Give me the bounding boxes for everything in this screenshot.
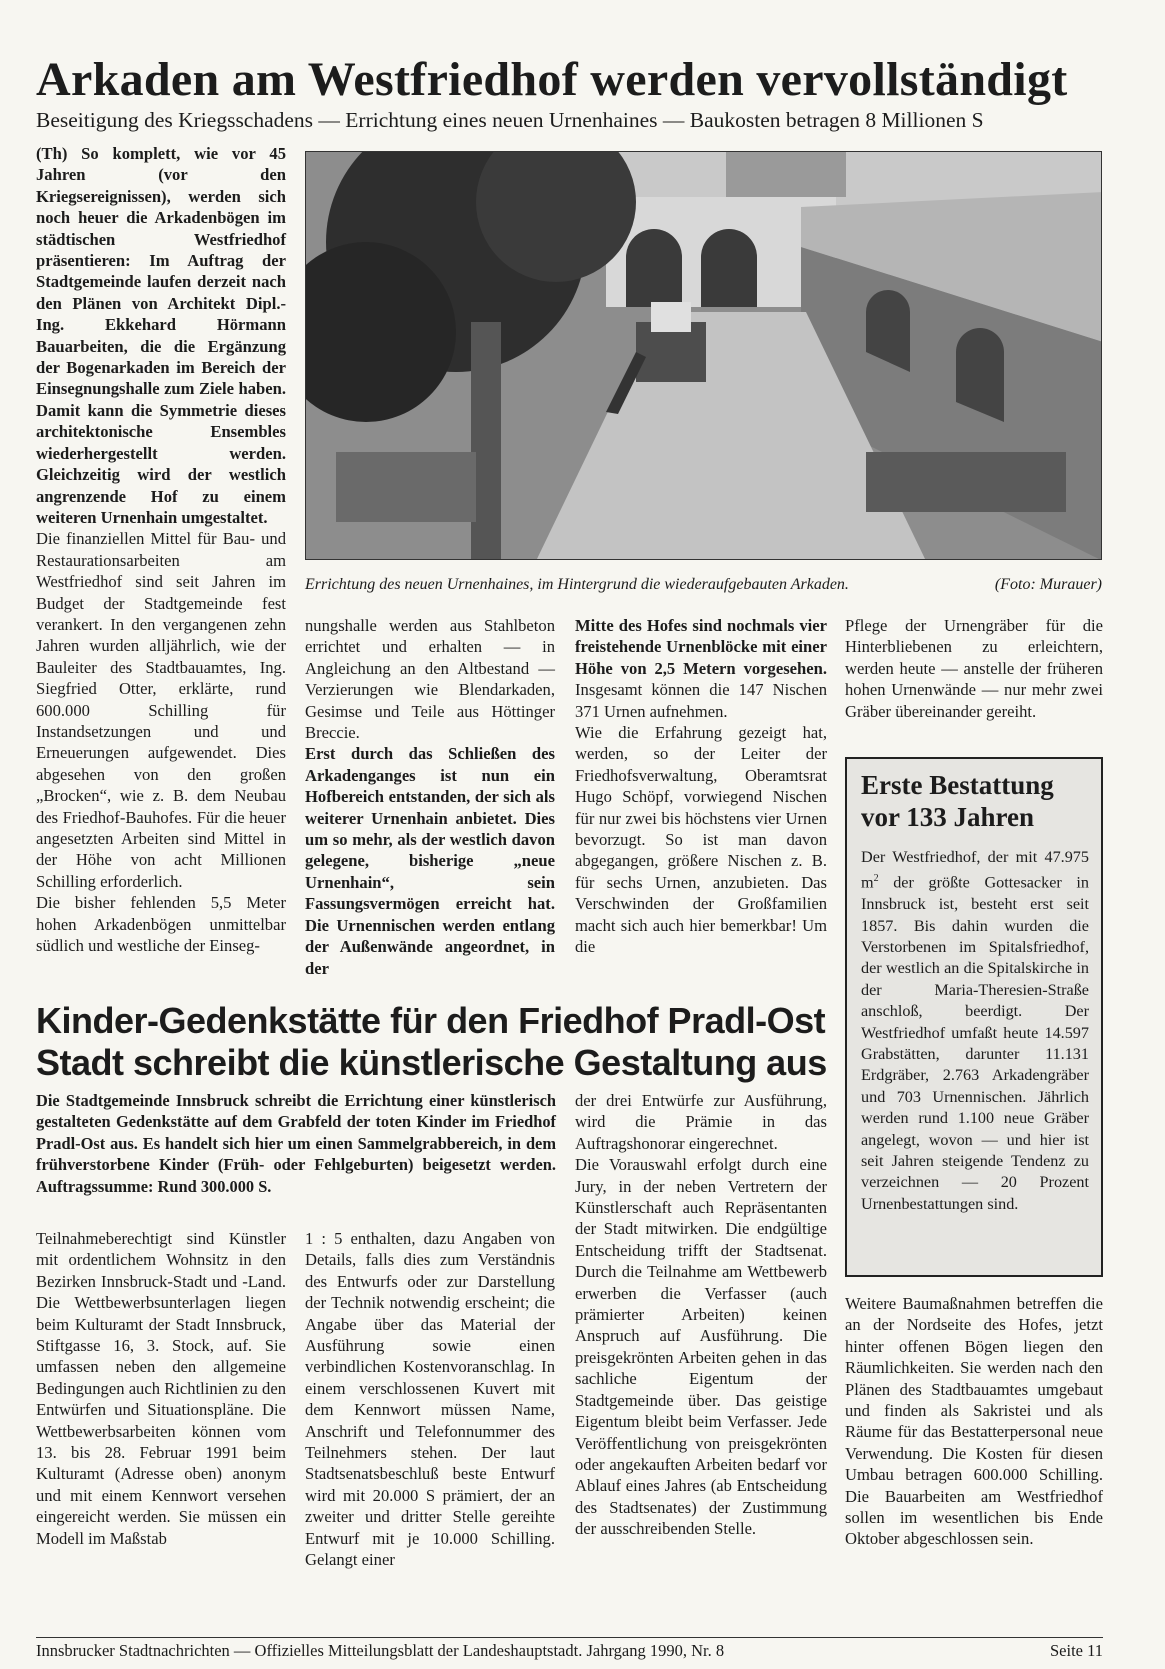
article2-col2-text: 1 : 5 enthalten, dazu Angaben von Details, falls dies zum Verständnis des Entwurfs oder zur Darstellung der Technik notwendig erscheint; die Angabe über das Material der Ausführung sowie einen verbindlichen Kostenvoranschlag. In einem verschlossenen Kuvert mit dem Kennwort müssen Name, Anschrift und Telefonnummer des Teilnehmers stehen. Der laut Stadtsenatsbeschluß beste Entwurf wird mit 20.000 S prämiert, der an zweiter und dritter Stelle gereihte Entwurf mit je 10.000 Schilling. Gelangt einer: [305, 1229, 555, 1570]
sidebar-sup: 2: [873, 873, 879, 885]
article2-column1: [36, 1228, 286, 1549]
article2-lead: Die Stadtgemeinde Innsbruck schreibt die Errichtung einer künstlerisch gestalteten Gedenkstätte auf dem Grabfeld der toten Kinder im Friedhof Pradl-Ost aus. Es handelt sich hier um einen Sammelgrabbereich, in dem frühverstorbene Kinder (Früh- oder Fehlgeburten) beigesetzt werden. Auftragssumme: Rund 300.000 S.: [36, 1091, 556, 1196]
sidebar-title-line2: vor 133 Jahren: [861, 802, 1035, 832]
photo-illustration: [306, 152, 1102, 560]
article1-col3-text: Insgesamt können die 147 Nischen 371 Urnen aufnehmen.: [575, 680, 827, 721]
footer-publication: Innsbrucker Stadtnachrichten — Offizielles Mitteilungsblatt der Landeshauptstadt. Jahrgang 1990, Nr. 8: [36, 1641, 725, 1660]
footer: [36, 1641, 1103, 1661]
article2-headline-line1: Kinder-Gedenkstätte für den Friedhof Pradl-Ost: [36, 1000, 826, 1041]
sidebar-box: [845, 757, 1103, 1277]
article2-col3-text2: Die Vorauswahl erfolgt durch eine Jury, in der neben Vertretern der Künstlerschaft auch Repräsentanten der Stadt mitwirken. Die endgültige Entscheidung trifft der Stadtsenat. Durch die Teilnahme am Wettbewerb erwerben die Verfasser (auch prämierter Arbeiten) keinen Anspruch auf Ausführung. Die preisgekrönten Arbeiten gehen in das sachliche Eigentum der Stadtgemeinde über. Das geistige Eigentum bleibt beim Verfasser. Jede Veröffentlichung von preisgekrönten oder angekauften Arbeiten bedarf vor Ablauf eines Jahres (ab Entscheidung des Stadtsenates) der Zustimmung der ausschreibenden Stelle.: [575, 1155, 827, 1539]
footer-page-number: Seite 11: [1049, 1641, 1103, 1660]
photo-credit: (Foto: Murauer): [994, 576, 1102, 593]
headline: Arkaden am Westfriedhof werden vervollständigt: [36, 53, 1068, 106]
article1-column3: [575, 615, 827, 958]
article1-column4: [845, 615, 1103, 722]
sidebar-title-line1: Erste Bestattung: [861, 770, 1054, 800]
photo-caption: Errichtung des neuen Urnenhaines, im Hintergrund die wiederaufgebauten Arkaden.: [305, 576, 849, 593]
sidebar-text-part1: Der Westfriedhof, der mit 47.975 m: [861, 848, 1089, 892]
article1-col2-text: nungshalle werden aus Stahlbeton errichtet und erhalten — in Angleichung an den Altbestand — Verzierungen wie Blendarkaden, Gesimse und Teile aus Höttinger Breccie.: [305, 616, 555, 743]
article2-column2: [305, 1228, 555, 1571]
article1-column1: [36, 143, 286, 956]
article2-headline-line2: Stadt schreibt die künstlerische Gestaltung aus: [36, 1042, 827, 1083]
sidebar-title: [861, 769, 1089, 833]
article1-column4-end: [845, 1293, 1103, 1550]
article1-col2-bold: Erst durch das Schließen des Arkadenganges ist nun ein Hofbereich entstanden, der sich als weiterer Urnenhain anbietet. Dies um so mehr, als der westlich davon gelegene, bisherige „neue Urnenhain“, sein Fassungsvermögen erreicht hat. Die Urnennischen werden entlang der Außenwände angeordnet, in der: [305, 744, 555, 978]
article1-col1-text: Die finanziellen Mittel für Bau- und Restaurationsarbeiten am Westfriedhof sind seit Jahren im Budget der Stadtgemeinde fest verankert. In den vergangenen zehn Jahren wurden alljährlich, wie der Bauleiter des Stadtbauamtes, Ing. Siegfried Otter, erklärte, rund 600.000 Schilling für Instandsetzungen und und Erneuerungen aufgewendet. Dies abgesehen von den großen „Brocken“, wie z. B. dem Neubau des Friedhof-Bauhofes. Für die heuer angesetzten Arbeiten sind Mittel in der Höhe von acht Millionen Schilling erforderlich.: [36, 529, 286, 891]
article2-col3-text: der drei Entwürfe zur Ausführung, wird die Prämie in das Auftragshonorar eingerechnet.: [575, 1091, 827, 1153]
article1-col4-end: Weitere Baumaßnahmen betreffen die an der Nordseite des Hofes, jetzt hinter offenen Bögen liegen den Räumlichkeiten. Sie werden nach den Plänen des Stadtbauamtes umgebaut und finden als Sakristei und als Räume für das Bestatterpersonal neue Verwendung. Die Kosten für diesen Umbau betragen 600.000 Schilling. Die Bauarbeiten am Westfriedhof sollen im wesentlichen bis Ende Oktober abgeschlossen sein.: [845, 1294, 1103, 1549]
article1-col1-text2: Die bisher fehlenden 5,5 Meter hohen Arkadenbögen unmittelbar südlich und westliche der Einseg-: [36, 893, 286, 956]
subheadline: Beseitigung des Kriegsschadens — Errichtung eines neuen Urnenhaines — Baukosten betragen 8 Millionen S: [36, 108, 984, 132]
article1-column2: [305, 615, 555, 979]
article2-column3: [575, 1090, 827, 1540]
sidebar-text: [861, 847, 1089, 1215]
photo-caption-row: [305, 575, 1102, 595]
article2-headline: [36, 1000, 827, 1084]
article1-col4-text: Pflege der Urnengräber für die Hinterbliebenen zu erleichtern, werden heute — anstelle der früheren hohen Urnenwände — nur mehr zwei Gräber übereinander gereiht.: [845, 616, 1103, 721]
footer-rule: [36, 1637, 1103, 1638]
sidebar-text-part2: der größte Gottesacker in Innsbruck ist, besteht erst seit 1857. Bis dahin wurden die Verstorbenen im Spitalsfriedhof, der westlich an die Spitalskirche in der Maria-Theresien-Straße anschloß, beerdigt. Der Westfriedhof umfaßt heute 14.597 Grabstätten, darunter 11.131 Erdgräber, 2.763 Arkadengräber und 703 Urnennischen. Jährlich werden rund 1.100 neue Gräber angelegt, wovon — und hier ist seit Jahren steigende Tendenz zu verzeichnen — 20 Prozent Urnenbestattungen sind.: [861, 873, 1089, 1213]
cemetery-photo: [305, 151, 1102, 560]
article1-col3-bold: Mitte des Hofes sind nochmals vier freistehende Urnenblöcke mit einer Höhe von 2,5 Metern vorgesehen.: [575, 616, 827, 678]
article1-col3-text2: Wie die Erfahrung gezeigt hat, werden, so der Leiter der Friedhofsverwaltung, Oberamtsrat Hugo Schöpf, vorwiegend Nischen für nur zwei bis höchstens vier Urnen bevorzugt. So ist man davon abgegangen, größere Nischen z. B. für sechs Urnen, anzubieten. Das Verschwinden der Großfamilien macht sich auch hier bemerkbar! Um die: [575, 723, 827, 957]
article1-lead: (Th) So komplett, wie vor 45 Jahren (vor den Kriegsereignissen), werden sich noch heuer die Arkadenbögen im städtischen Westfriedhof präsentieren: Im Auftrag der Stadtgemeinde laufen derzeit nach den Plänen von Architekt Dipl.-Ing. Ekkehard Hörmann Bauarbeiten, die die Ergänzung der Bogenarkaden im Bereich der Einsegnungshalle zum Ziele haben. Damit kann die Symmetrie dieses architektonische Ensembles wiederhergestellt werden. Gleichzeitig wird der westlich angrenzende Hof zu einem weiteren Urnenhain umgestaltet.: [36, 144, 286, 527]
article2-col1-text: Teilnahmeberechtigt sind Künstler mit ordentlichem Wohnsitz in den Bezirken Innsbruck-Stadt und -Land. Die Wettbewerbsunterlagen liegen beim Kulturamt der Stadt Innsbruck, Stiftgasse 16, 3. Stock, auf. Sie umfassen neben den allgemeine Bedingungen auch Richtlinien zu den Entwürfen und Situationspläne. Die Wettbewerbsarbeiten können vom 13. bis 28. Februar 1991 beim Kulturamt (Adresse oben) anonym und mit einem Kennwort versehen eingereicht werden. Sie müssen ein Modell im Maßstab: [36, 1229, 286, 1548]
